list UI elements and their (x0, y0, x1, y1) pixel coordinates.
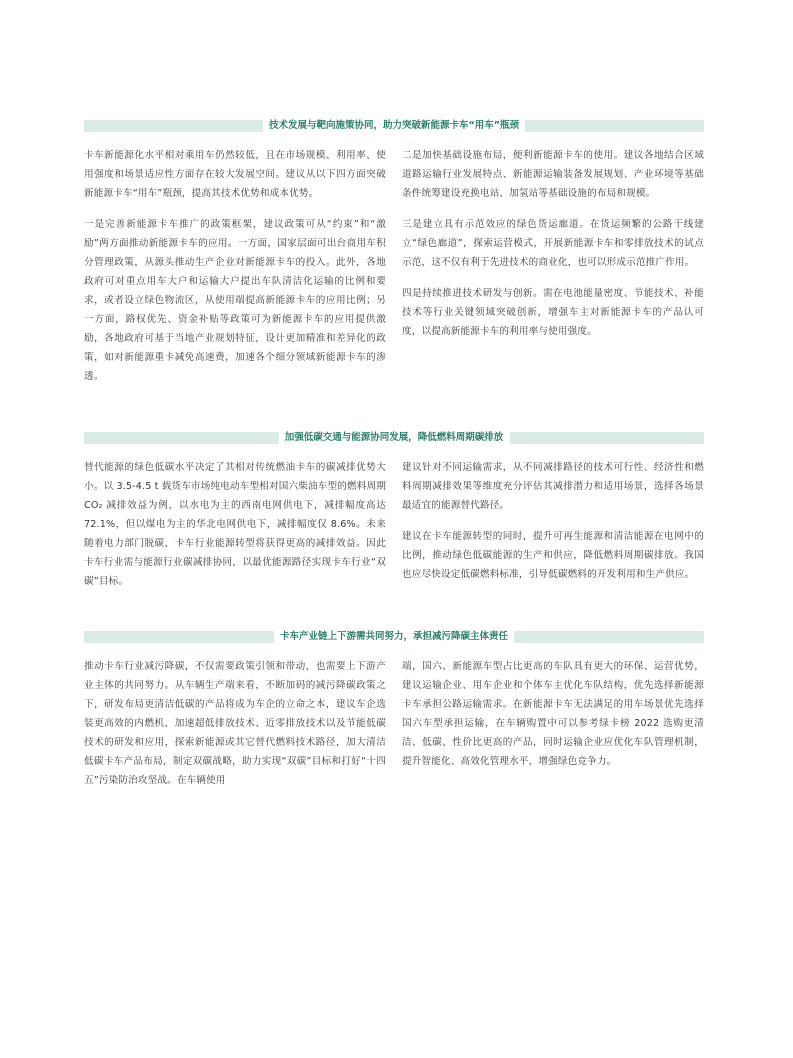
section-heading-bar (84, 120, 704, 132)
paragraph: 替代能源的绿色低碳水平决定了其相对传统燃油卡车的碳减排优势大小。以 3.5-4.5 t 载货车市场纯电动车型相对国六柴油车型的燃料周期 CO₂ 减排效益为例，以水电为主的西南电网供电下，减排幅度高达 72.1%，但以煤电为主的华北电网供电下，减排幅度仅 8.6%。未来随着电力部门脱碳，卡车行业能源转型将获得更高的减排效益。因此卡车行业需与能源行业碳减排协同，以最优能源路径实现卡车行业“双碳”目标。 (84, 462, 386, 587)
paragraph: 一是完善新能源卡车推广的政策框架，建议政策可从“约束”和“激励”两方面推动新能源卡车的应用。一方面，国家层面可出台商用车积分管理政策，从源头推动生产企业对新能源卡车的投入。此外，各地政府可对重点用车大户和运输大户提出车队清洁化运输的比例和要求，或者设立绿色物流区，从使用端提高新能源卡车的应用比例；另一方面，路权优先、资金补贴等政策可为新能源卡车的应用提供激励，各地政府可基于当地产业规划特征，设计更加精准和差异化的政策，如对新能源重卡减免高速费，加速各个细分领域新能源卡车的渗透。 (84, 219, 386, 382)
left-column (84, 657, 386, 802)
paragraph: 四是持续推进技术研发与创新。需在电池能量密度、节能技术、补能技术等行业关键领域突破创新，增强车主对新能源卡车的产品认可度，以提高新能源卡车的利用率与使用强度。 (402, 288, 704, 337)
right-column (402, 146, 704, 398)
section-heading-bar (84, 432, 704, 444)
right-column (402, 657, 704, 802)
paragraph: 建议在卡车能源转型的同时，提升可再生能源和清洁能源在电网中的比例，推动绿色低碳能源的生产和供应，降低燃料周期碳排放。我国也应尽快设定低碳燃料标准，引导低碳燃料的开发利用和生产供应。 (402, 531, 704, 580)
section-industry-chain (84, 631, 704, 802)
section-heading: 技术发展与靶向施策协同，助力突破新能源卡车“用车”瓶颈 (263, 118, 525, 134)
paragraph: 端，国六、新能源车型占比更高的车队具有更大的环保、运营优势，建议运输企业、用车企业和个体车主优化车队结构，优先选择新能源卡车承担公路运输需求。在新能源卡车无法满足的用车场景优先选择国六车型承担运输，在车辆购置中可以参考绿卡榜 2022 选购更清洁、低碳、性价比更高的产品，同时运输企业应优化车队管理机制，提升智能化、高效化管理水平，增强绿色竞争力。 (402, 661, 704, 767)
paragraph: 推动卡车行业减污降碳，不仅需要政策引领和带动，也需要上下游产业主体的共同努力。从车辆生产端来看，不断加码的减污降碳政策之下，研发布局更清洁低碳的产品将成为车企的立命之本，建议车企选装更高效的内燃机，加速超低排放技术、近零排放技术以及节能低碳技术的研发和应用，探索新能源或其它替代燃料技术路径，加大清洁低碳卡车产品布局，制定双碳战略，助力实现“双碳”目标和打好“十四五”污染防治攻坚战。在车辆使用 (84, 661, 386, 786)
left-column (84, 146, 386, 398)
paragraph: 三是建立具有示范效应的绿色货运廊道。在货运频繁的公路干线建立“绿色廊道”，探索运营模式，开展新能源卡车和零排放技术的试点示范，这不仅有利于先进技术的商业化，也可以形成示范推广作用。 (402, 219, 704, 268)
paragraph: 二是加快基础设施布局，便利新能源卡车的使用。建议各地结合区域道路运输行业发展特点、新能源运输装备发展规划、产业环境等基础条件统筹建设充换电站、加氢站等基础设施的布局和规模。 (402, 150, 704, 199)
right-column (402, 458, 704, 603)
left-column (84, 458, 386, 603)
section-heading: 加强低碳交通与能源协同发展，降低燃料周期碳排放 (279, 430, 510, 446)
section-heading-bar (84, 631, 704, 643)
paragraph: 建议针对不同运输需求，从不同减排路径的技术可行性、经济性和燃料周期减排效果等维度充分评估其减排潜力和适用场景，选择各场景最适宜的能源替代路径。 (402, 462, 704, 511)
section-tech-development (84, 120, 704, 398)
section-heading: 卡车产业链上下游需共同努力，承担减污降碳主体责任 (274, 629, 514, 645)
paragraph: 卡车新能源化水平相对乘用车仍然较低，且在市场规模、利用率、使用强度和场景适应性方面存在较大发展空间。建议从以下四方面突破新能源卡车“用车”瓶颈，提高其技术优势和成本优势。 (84, 150, 386, 199)
section-low-carbon-energy (84, 432, 704, 603)
